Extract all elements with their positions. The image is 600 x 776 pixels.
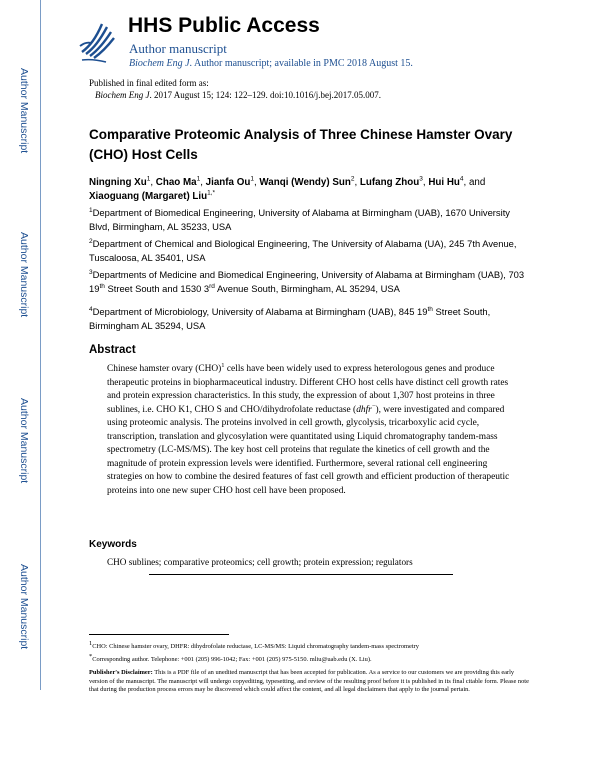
affiliation-3: $^3$Departments of Medicine and Biomedical Engineering, University of Alabama at Birmingham (UAB), 703 19th Street South and 1530 3rd Avenue South, Birmingham, AL 35294, USA: [89, 268, 525, 294]
author-manuscript-label: Author manuscript: [129, 41, 227, 56]
affiliation-2: $^2$Department of Chemical and Biological Engineering, The University of Alabama (UA), 245 7th Avenue, Tuscaloosa, AL 35401, USA: [89, 237, 517, 263]
journal-status-line: Biochem Eng J. Author manuscript; available in PMC 2018 August 15.: [129, 58, 413, 69]
sidebar-divider: [40, 0, 41, 690]
footnote-abbreviations: $^1$CHO: Chinese hamster ovary, DHFR: dihydrofolate reductase, LC-MS/MS: Liquid chromatography tandem-mass spectrometry: [89, 639, 419, 650]
author-list: Ningning Xu$^1$, Chao Ma$^1$, Jianfa Ou$^1$, Wanqi (Wendy) Sun$^2$, Lufang Zhou$^3$, Hui Hu$^4$, and Xiaoguang (Margaret) Liu$^{1,*}$: [89, 175, 486, 202]
publication-info: Published in final edited form as: Biochem Eng J. 2017 August 15; 124: 122–129. doi:10.1016/j.bej.2017.05.007.: [89, 78, 381, 100]
keywords-text: CHO sublines; comparative proteomics; cell growth; protein expression; regulators: [107, 557, 413, 567]
author-manuscript-side-label: Author Manuscript: [18, 564, 30, 650]
article-title: Comparative Proteomic Analysis of Three Chinese Hamster Ovary (CHO) Host Cells: [89, 127, 513, 162]
footnote-corresponding-author: *Corresponding author. Telephone: +001 (205) 996-1042; Fax: +001 (205) 975-5150. mliu@uab.edu (X. Liu).: [89, 652, 372, 663]
publisher-disclaimer: Publisher's Disclaimer: This is a PDF file of an unedited manuscript that has been accepted for publication. As a service to our customers we are providing this early version of the manuscript. The manuscript will undergo copyediting, typesetting, and review of the resulting proof before it is published in its final citable form. Please note that during the production process errors may be discovered which could affect the content, and all legal disclaimers that apply to the journal pertain.: [89, 669, 529, 694]
affiliation-4: $^4$Department of Microbiology, University of Alabama at Birmingham (UAB), 845 19th Street South, Birmingham AL 35294, USA: [89, 305, 491, 331]
author-manuscript-side-label: Author Manuscript: [18, 232, 30, 318]
abstract-body: Chinese hamster ovary (CHO)$^1$ cells have been widely used to express heterologous genes and produce therapeutic proteins in biopharmaceutical industry. Different CHO host cells have distinct cell growth rates and protein expression characteristics. In this study, the expression of about 1,307 host proteins in three sublines, i.e. CHO K1, CHO S and CHO/dihydrofolate reductase (dhfr−), were investigated and compared using proteomic analysis. The proteins involved in cell growth, glycolysis, tricarboxylic acid cycle, transcription, translation and glycosylation were quantitated using Liquid chromatography tandem-mass spectrometry (LC-MS/MS). The key host cell proteins that regulate the kinetics of cell growth and the magnitude of protein expression levels were identified. Furthermore, several rational cell engineering strategies on how to combine the desired features of fast cell growth and efficient production of therapeutic proteins into one new super CHO host cell have been proposed.: [107, 361, 510, 496]
hhs-eagle-logo-icon: [76, 16, 118, 64]
footnote-divider: [89, 634, 229, 635]
keywords-divider: [149, 574, 453, 575]
author-manuscript-side-label: Author Manuscript: [18, 68, 30, 154]
affiliation-1: $^1$Department of Biomedical Engineering, University of Alabama at Birmingham (UAB), 1670 University Blvd, Birmingham, AL 35233, USA: [89, 206, 510, 232]
author-manuscript-side-label: Author Manuscript: [18, 398, 30, 484]
hhs-public-access-title: HHS Public Access: [128, 14, 320, 37]
abstract-heading: Abstract: [89, 344, 136, 356]
keywords-heading: Keywords: [89, 539, 137, 550]
